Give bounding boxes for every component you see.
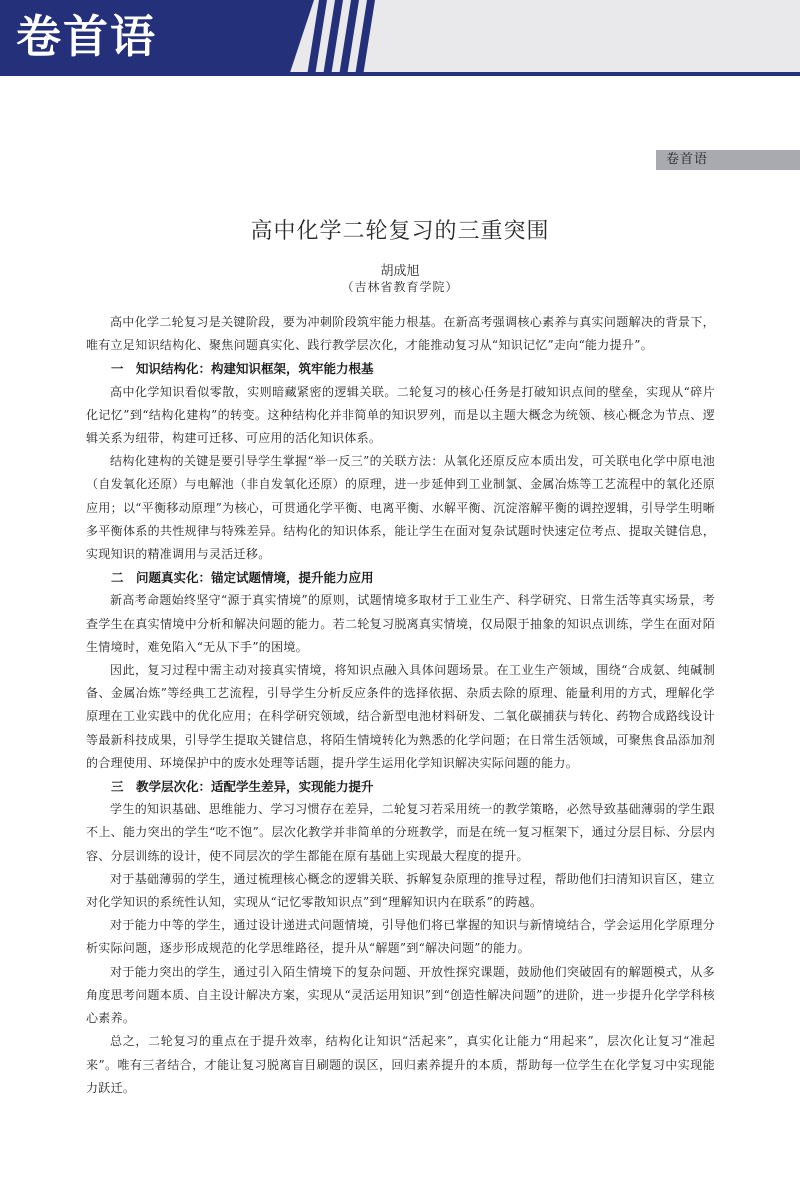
section-heading: 一 知识结构化：构建知识框架，筑牢能力根基 bbox=[111, 361, 374, 377]
banner-underline bbox=[0, 72, 800, 76]
banner-stripes-decoration bbox=[300, 0, 400, 76]
body-paragraph: 高中化学知识看似零散，实则暗藏紧密的逻辑关联。二轮复习的核心任务是打破知识点间的壁垒，实现从“碎片化记忆”到“结构化建构”的转变。这种结构化并非简单的知识罗列，而是以主题大概念为统领、核心概念为节点、逻辑关系为纽带，构建可迁移、可应用的活化知识体系。 bbox=[86, 384, 715, 446]
body-paragraph: 对于能力中等的学生，通过设计递进式问题情境，引导他们将已掌握的知识与新情境结合，学会运用化学原理分析实际问题，逐步形成规范的化学思维路径，提升从“解题”到“解决问题”的能力。 bbox=[86, 918, 715, 956]
article-title: 高中化学二轮复习的三重突围 bbox=[250, 219, 550, 244]
author-name: 胡成旭 bbox=[380, 264, 420, 279]
section-tag: 卷首语 bbox=[656, 150, 800, 170]
section-heading: 二 问题真实化：锚定试题情境，提升能力应用 bbox=[111, 570, 374, 586]
author-affiliation: （吉林省教育学院） bbox=[341, 280, 459, 294]
column-banner bbox=[0, 0, 800, 76]
section-heading: 三 教学层次化：适配学生差异，实现能力提升 bbox=[111, 779, 374, 795]
article-body bbox=[86, 311, 715, 1100]
intro-paragraph: 高中化学二轮复习是关键阶段，要为冲刺阶段筑牢能力根基。在新高考强调核心素养与真实问题解决的背景下，唯有立足知识结构化、聚焦问题真实化、践行教学层次化，才能推动复习从“知识记忆”走向“能力提升”。 bbox=[86, 315, 715, 353]
body-paragraph: 结构化建构的关键是要引导学生掌握“举一反三”的关联方法：从氧化还原反应本质出发，可关联电化学中原电池（自发氧化还原）与电解池（非自发氧化还原）的原理，进一步延伸到工业制氯、金属冶炼等工艺流程中的氧化还原应用；以“平衡移动原理”为核心，可贯通化学平衡、电离平衡、水解平衡、沉淀溶解平衡的调控逻辑，引导学生明晰多平衡体系的共性规律与特殊差异。结构化的知识体系，能让学生在面对复杂试题时快速定位考点、提取关键信息，实现知识的精准调用与灵活迁移。 bbox=[86, 454, 715, 562]
body-paragraph: 新高考命题始终坚守“源于真实情境”的原则，试题情境多取材于工业生产、科学研究、日常生活等真实场景，考查学生在真实情境中分析和解决问题的能力。若二轮复习脱离真实情境，仅局限于抽象的知识点训练，学生在面对陌生情境时，难免陷入“无从下手”的困境。 bbox=[86, 593, 715, 654]
body-paragraph: 因此，复习过程中需主动对接真实情境，将知识点融入具体问题场景。在工业生产领域，围绕“合成氨、纯碱制备、金属冶炼”等经典工艺流程，引导学生分析反应条件的选择依据、杂质去除的原理、能量利用的方式，理解化学原理在工业实践中的优化应用；在科学研究领域，结合新型电池材料研发、二氧化碳捕获与转化、药物合成路线设计等最新科技成果，引导学生提取关键信息，将陌生情境转化为熟悉的化学问题；在日常生活领域，可聚焦食品添加剂的合理使用、环境保护中的废水处理等话题，提升学生运用化学知识解决实际问题的能力。 bbox=[86, 663, 715, 770]
column-title: 卷首语 bbox=[16, 10, 158, 63]
conclusion-paragraph: 总之，二轮复习的重点在于提升效率，结构化让知识“活起来”，真实化让能力“用起来”，层次化让复习“准起来”。唯有三者结合，才能让复习脱离盲目刷题的误区，回归素养提升的本质，帮助每一位学生在化学复习中实现能力跃迁。 bbox=[86, 1034, 715, 1095]
body-paragraph: 对于能力突出的学生，通过引入陌生情境下的复杂问题、开放性探究课题，鼓励他们突破固有的解题模式，从多角度思考问题本质、自主设计解决方案，实现从“灵活运用知识”到“创造性解决问题”的进阶，进一步提升化学学科核心素养。 bbox=[86, 964, 715, 1026]
body-paragraph: 学生的知识基础、思维能力、学习习惯存在差异，二轮复习若采用统一的教学策略，必然导致基础薄弱的学生跟不上、能力突出的学生“吃不饱”。层次化教学并非简单的分班教学，而是在统一复习框架下，通过分层目标、分层内容、分层训练的设计，使不同层次的学生都能在原有基础上实现最大程度的提升。 bbox=[86, 802, 715, 863]
body-paragraph: 对于基础薄弱的学生，通过梳理核心概念的逻辑关联、拆解复杂原理的推导过程，帮助他们扫清知识盲区，建立对化学知识的系统性认知，实现从“记忆零散知识点”到“理解知识内在联系”的跨越。 bbox=[86, 871, 715, 910]
